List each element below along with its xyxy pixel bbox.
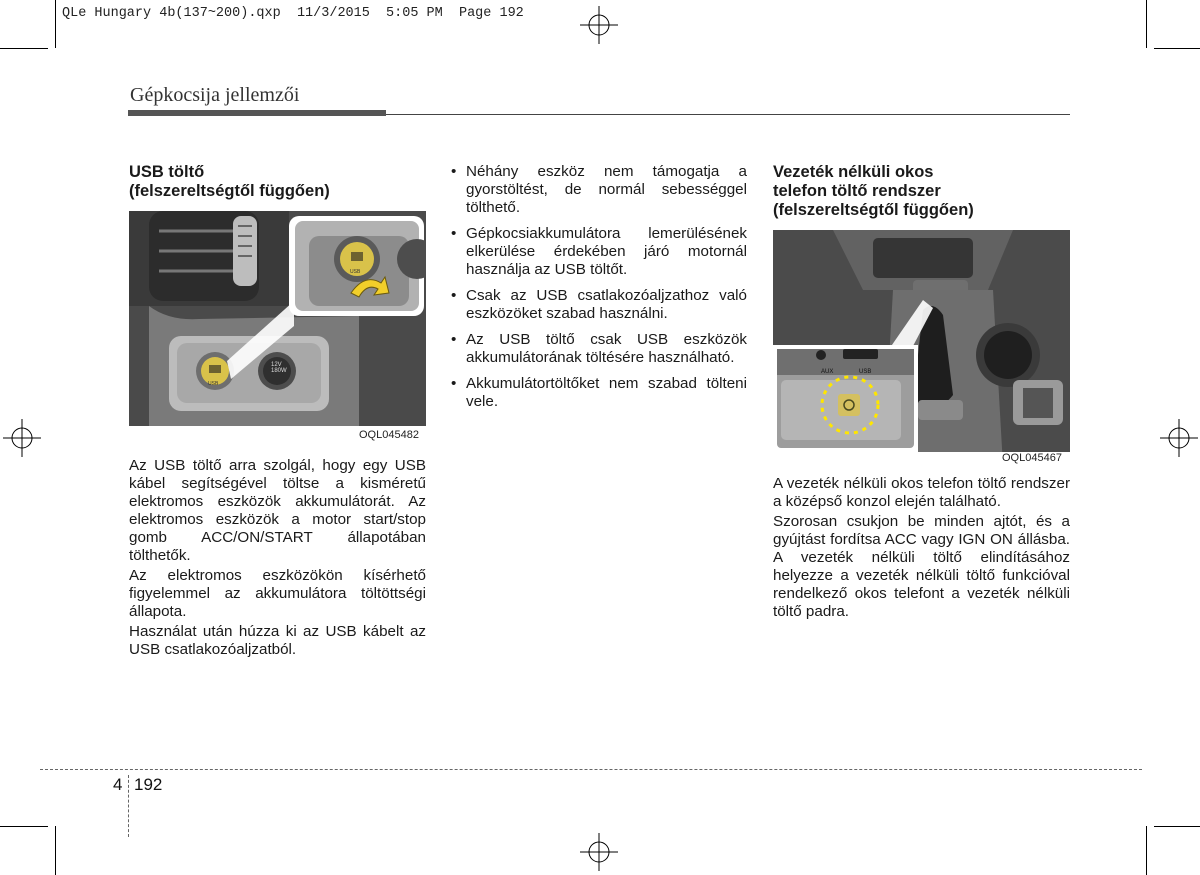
- heading-line: telefon töltő rendszer: [773, 182, 941, 200]
- usb-port-label: USB: [859, 369, 872, 375]
- aux-port-label: AUX: [821, 369, 834, 375]
- usb-notes-list: [451, 163, 747, 419]
- crop-mark: [1154, 826, 1200, 827]
- crop-mark: [1146, 0, 1147, 48]
- power-outlet-label: 12V 180W: [271, 362, 287, 374]
- figure-code: OQL045482: [359, 429, 419, 441]
- registration-mark-icon: [1160, 419, 1198, 457]
- wireless-charger-heading: [773, 163, 1073, 220]
- paragraph: Szorosan csukjon be minden ajtót, és a gyújtást fordítsa ACC vagy IGN ON állásba. A vezeték nélküli töltő elindításához helyezze a vezeték nélküli töltő funkcióval rendelkező okos telefont a vezeték nélküli töltő padra.: [773, 513, 1070, 620]
- usb-charger-body: [129, 457, 426, 661]
- paragraph: Az elektromos eszközökön kísérhető figyelemmel az akkumulátora töltöttségi állapota.: [129, 567, 426, 620]
- section-title-rule: [386, 114, 1070, 115]
- footer-dashed-rule: [40, 769, 1142, 770]
- page-number: 192: [134, 775, 163, 794]
- paragraph: Használat után húzza ki az USB kábelt az USB csatlakozóaljzatból.: [129, 623, 426, 658]
- paragraph: Az USB töltő arra szolgál, hogy egy USB kábel segítségével töltse a kisméretű elektromos eszközök akkumulátorát. Az elektromos eszközök a motor start/stop gomb ACC/ON/START állapotában tölthetők.: [129, 457, 426, 564]
- usb-charger-heading: [129, 163, 429, 201]
- footer-dashed-divider: [128, 775, 129, 837]
- file-slug: QLe Hungary 4b(137~200).qxp 11/3/2015 5:05 PM Page 192: [62, 6, 524, 21]
- chapter-number: 4: [113, 775, 123, 794]
- crop-mark: [0, 48, 48, 49]
- list-item: • Néhány eszköz nem támogatja a gyorstöltést, de normál sebességgel tölthető.: [451, 163, 747, 216]
- heading-line: Vezeték nélküli okos: [773, 163, 934, 181]
- section-title-bar: [128, 110, 386, 116]
- list-item: • Az USB töltő csak USB eszközök akkumulátorának töltésére használható.: [451, 331, 747, 366]
- usb-port-label: USB: [208, 381, 219, 387]
- crop-mark: [0, 826, 48, 827]
- crop-mark: [55, 0, 56, 48]
- registration-mark-icon: [3, 419, 41, 457]
- heading-line: (felszereltségtől függően): [773, 201, 974, 219]
- registration-mark-icon: [580, 6, 618, 44]
- usb-port-label: USB: [350, 269, 361, 275]
- paragraph: A vezeték nélküli okos telefon töltő rendszer a középső konzol elején található.: [773, 475, 1070, 510]
- heading-line: (felszereltségtől függően): [129, 182, 330, 200]
- figure-code: OQL045467: [1002, 452, 1062, 464]
- list-item: • Csak az USB csatlakozóaljzathoz való eszközöket szabad használni.: [451, 287, 747, 322]
- list-item: • Akkumulátortöltőket nem szabad tölteni vele.: [451, 375, 747, 410]
- wireless-charger-figure: [773, 230, 1070, 466]
- crop-mark: [1146, 826, 1147, 875]
- heading-line: USB töltő: [129, 163, 205, 181]
- crop-mark: [55, 826, 56, 875]
- usb-charger-figure: [129, 211, 426, 444]
- wireless-charger-body: [773, 475, 1070, 623]
- section-title: Gépkocsija jellemzői: [130, 84, 300, 106]
- crop-mark: [1154, 48, 1200, 49]
- list-item: • Gépkocsiakkumulátora lemerülésének elkerülése érdekében járó motornál használja az USB töltőt.: [451, 225, 747, 278]
- registration-mark-icon: [580, 833, 618, 871]
